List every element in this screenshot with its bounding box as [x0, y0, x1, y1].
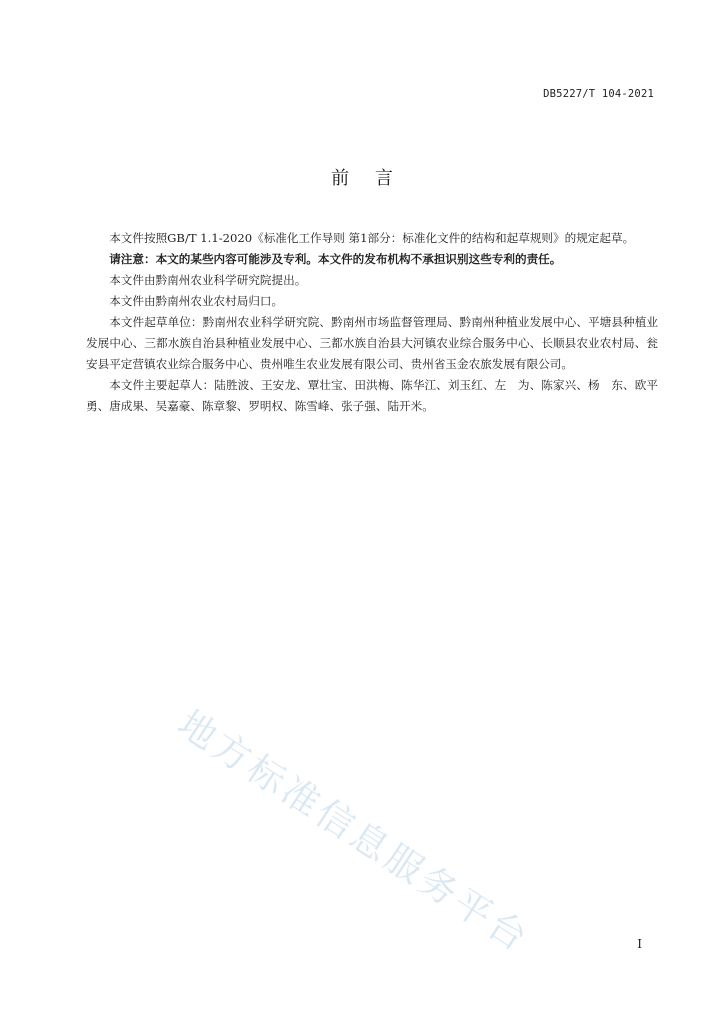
paragraph-administrator: 本文件由黔南州农业农村局归口。: [109, 294, 284, 308]
page-number: I: [637, 937, 642, 951]
title-char-1: 前: [331, 168, 350, 189]
watermark: 地方标准信息服务平台: [170, 701, 538, 962]
title-char-2: 言: [374, 168, 393, 189]
paragraph-standard-basis: 本文件按照GB/T 1.1-2020《标准化工作导则 第1部分：标准化文件的结构和起草规则》的规定起草。: [109, 231, 635, 245]
paragraph-patent-notice: 请注意：本文的某些内容可能涉及专利。本文件的发布机构不承担识别这些专利的责任。: [109, 252, 562, 266]
page-title: [0, 164, 724, 190]
foreword-body: [86, 228, 658, 417]
standard-code: DB5227/T 104-2021: [543, 88, 654, 100]
paragraph-drafting-units: 本文件起草单位：黔南州农业科学研究院、黔南州市场监督管理局、黔南州种植业发展中心、平塘县种植业发展中心、三都水族自治县种植业发展中心、三都水族自治县大河镇农业综合服务中心、长顺县农业农村局、瓮安县平定营镇农业综合服务中心、贵州唯生农业发展有限公司、贵州省玉金农旅发展有限公司。: [86, 315, 658, 371]
paragraph-drafters: 本文件主要起草人：陆胜波、王安龙、覃壮宝、田洪梅、陈华江、刘玉红、左 为、陈家兴、杨 东、欧平勇、唐成果、吴嘉豪、陈章黎、罗明权、陈雪峰、张子强、陆开米。: [86, 378, 658, 413]
paragraph-proposer: 本文件由黔南州农业科学研究院提出。: [109, 273, 307, 287]
